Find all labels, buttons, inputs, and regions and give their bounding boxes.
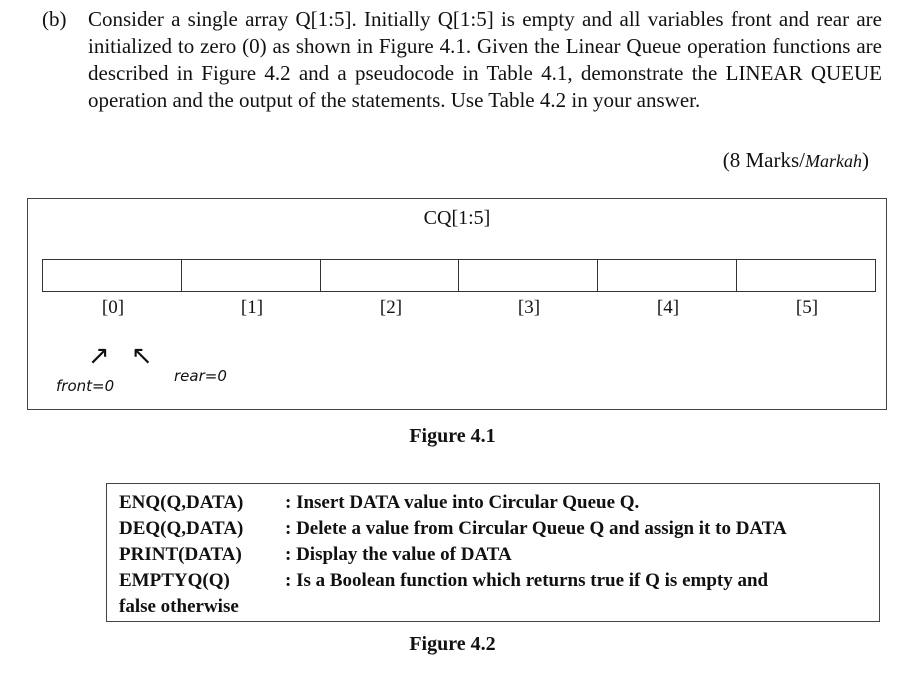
index-label: [3] xyxy=(517,297,541,318)
array-cell xyxy=(182,260,321,291)
function-row: DEQ(Q,DATA) : Delete a value from Circular Queue Q and assign it to DATA xyxy=(119,518,787,539)
index-label: [0] xyxy=(101,297,125,318)
figure-4-1 xyxy=(27,198,887,410)
array-title: CQ[1:5] xyxy=(423,207,491,229)
function-row: ENQ(Q,DATA) : Insert DATA value into Circular Queue Q. xyxy=(119,492,640,513)
function-continuation: false otherwise xyxy=(119,596,239,617)
front-arrow-icon: ↗ xyxy=(88,341,110,371)
question-label: (b) xyxy=(42,7,67,31)
question-text: Consider a single array Q[1:5]. Initially Q[1:5] is empty and all variables front and rear are initialized to zero (0) as shown in Figure 4.1. Given the Linear Queue operation functions are described in Figure 4.2 and a pseudocode in Table 4.1, demonstrate the LINEAR QUEUE operation and the output of the statements. Use Table 4.2 in your answer. xyxy=(88,7,882,112)
figure-4-1-caption: Figure 4.1 xyxy=(409,425,496,447)
array-cells xyxy=(42,259,876,292)
function-row: EMPTYQ(Q) : Is a Boolean function which returns true if Q is empty and xyxy=(119,570,769,591)
array-cell xyxy=(598,260,737,291)
array-cell xyxy=(43,260,182,291)
array-cell xyxy=(459,260,598,291)
rear-pointer-label: rear=0 xyxy=(174,367,227,385)
question-block xyxy=(42,6,882,114)
figure-4-2-caption: Figure 4.2 xyxy=(409,633,496,655)
index-label: [5] xyxy=(795,297,819,318)
front-pointer-label: front=0 xyxy=(56,377,115,395)
index-label: [4] xyxy=(656,297,680,318)
index-label: [2] xyxy=(379,297,403,318)
rear-arrow-icon: ↖ xyxy=(131,341,153,371)
array-cell xyxy=(321,260,460,291)
index-label: [1] xyxy=(240,297,264,318)
figure-4-2 xyxy=(106,483,880,622)
marks-label: (8 Marks/Markah) xyxy=(722,148,869,172)
function-row: PRINT(DATA) : Display the value of DATA xyxy=(119,544,512,565)
array-cell xyxy=(737,260,875,291)
